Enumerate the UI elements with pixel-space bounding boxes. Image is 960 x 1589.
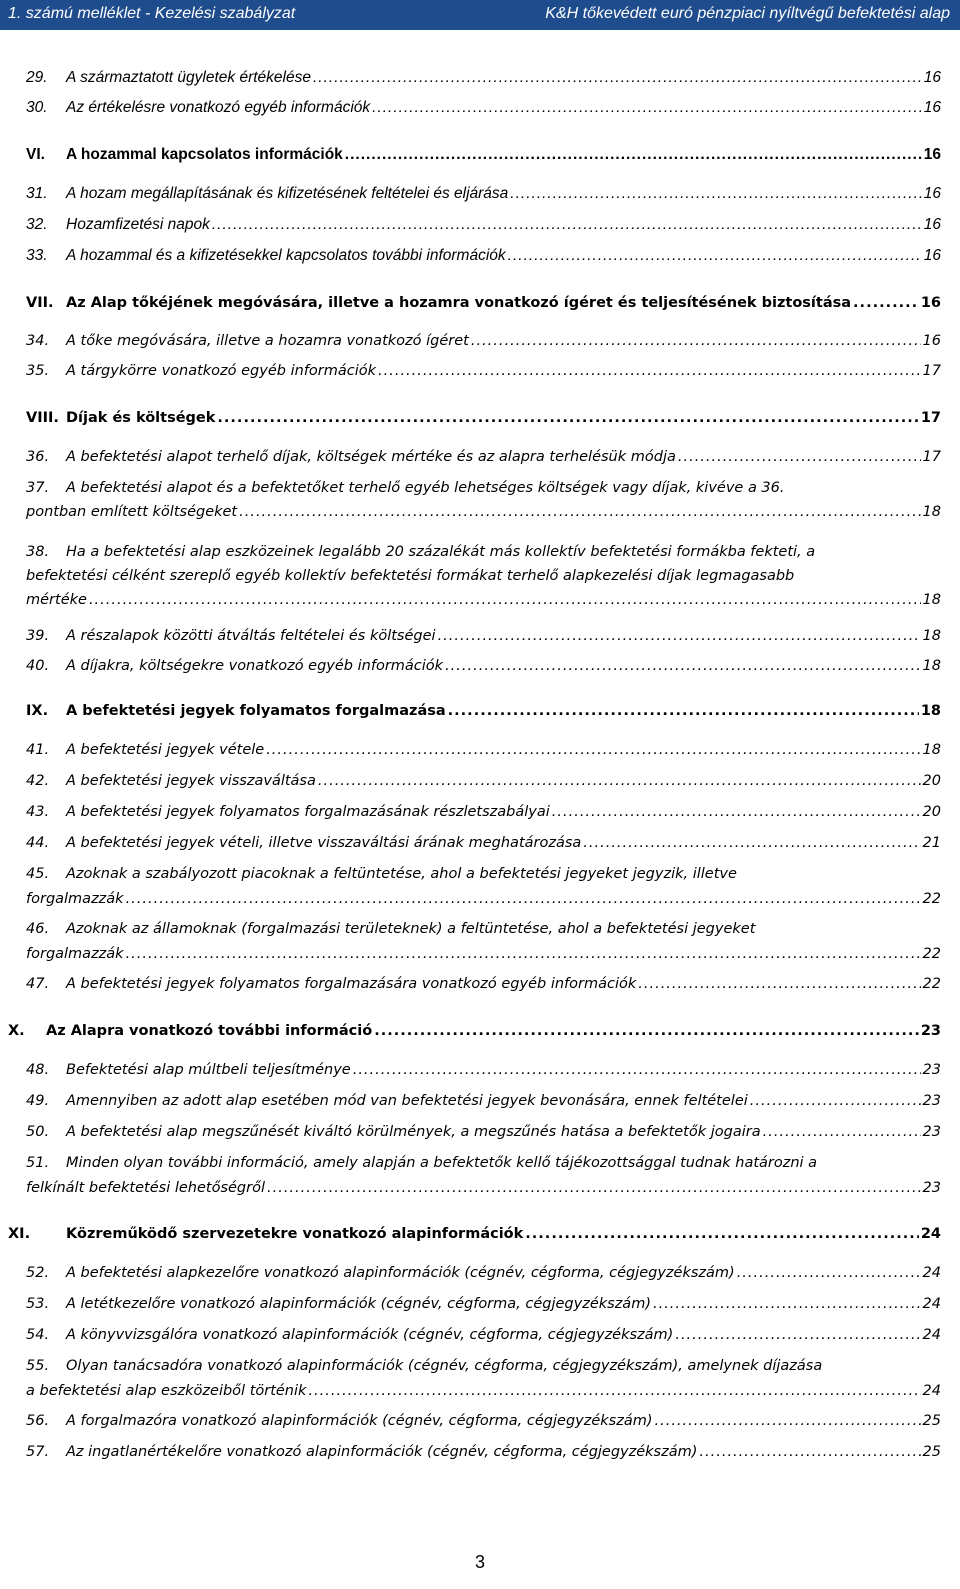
toc-entry-45-continuation[interactable]	[26, 887, 941, 911]
toc-entry-title: Befektetési alap múltbeli teljesítménye	[66, 1062, 351, 1078]
toc-dot-leader	[699, 1440, 920, 1464]
toc-section-number: XI.	[8, 1226, 31, 1242]
toc-entry-number: 51.	[26, 1155, 50, 1171]
toc-entry-53[interactable]	[26, 1292, 941, 1316]
toc-page-number: 25	[922, 1413, 941, 1429]
toc-entry-51-continuation[interactable]	[26, 1176, 941, 1200]
toc-entry-title: A befektetési alapot és a befektetőket terhelő egyéb lehetséges költségek vagy díjak, kivéve a 36.	[66, 480, 785, 496]
toc-entry-title: Az értékelésre vonatkozó egyéb információk	[66, 99, 371, 116]
toc-section-IX[interactable]	[26, 699, 941, 723]
toc-page-number: 17	[922, 449, 941, 465]
toc-section-title: Közreműködő szervezetekre vonatkozó alapinformációk	[66, 1226, 524, 1242]
toc-page-number: 23	[922, 1180, 941, 1196]
toc-dot-leader	[675, 1323, 920, 1347]
toc-entry-title: A befektetési alap megszűnését kiváltó körülmények, a megszűnés hatása a befektetők jogaira	[66, 1124, 761, 1140]
toc-entry-title: A befektetési jegyek vétele	[66, 742, 265, 758]
toc-entry-36[interactable]	[26, 445, 941, 469]
toc-entry-title-continuation: forgalmazzák	[26, 946, 124, 962]
toc-dot-leader	[217, 406, 918, 430]
toc-page-number: 16	[923, 247, 941, 264]
toc-entry-39[interactable]	[26, 624, 941, 648]
toc-entry-title-continuation: felkínált befektetési lehetőségről	[26, 1180, 265, 1196]
toc-page-number: 25	[922, 1444, 941, 1460]
toc-entry-number: 29.	[26, 69, 48, 86]
toc-entry-title: A tárgykörre vonatkozó egyéb információk	[66, 363, 377, 379]
toc-page-number: 23	[922, 1062, 941, 1078]
toc-entry-title: Az ingatlanértékelőre vonatkozó alapinformációk (cégnév, cégforma, cégjegyzékszám)	[66, 1444, 698, 1460]
toc-entry-33[interactable]	[26, 244, 941, 268]
toc-entry-title: A forgalmazóra vonatkozó alapinformációk (cégnév, cégforma, cégjegyzékszám)	[66, 1413, 653, 1429]
toc-entry-49[interactable]	[26, 1089, 941, 1113]
toc-dot-leader	[212, 213, 922, 237]
toc-dot-leader	[448, 699, 919, 723]
toc-entry-number: 52.	[26, 1265, 50, 1281]
toc-entry-title-continuation: forgalmazzák	[26, 891, 124, 907]
toc-entry-45[interactable]	[26, 862, 941, 886]
toc-entry-43[interactable]	[26, 800, 941, 824]
toc-entry-number: 40.	[26, 658, 50, 674]
toc-dot-leader	[678, 445, 921, 469]
toc-entry-number: 43.	[26, 804, 50, 820]
toc-entry-30[interactable]	[26, 96, 941, 120]
page-header	[0, 0, 960, 30]
toc-dot-leader	[508, 244, 922, 268]
toc-dot-leader	[353, 1058, 921, 1082]
toc-entry-title: A befektetési jegyek folyamatos forgalmazásának részletszabályai	[66, 804, 550, 820]
toc-entry-title: A részalapok közötti átváltás feltételei és költségei	[66, 628, 436, 644]
toc-dot-leader	[525, 1222, 919, 1246]
toc-page-number: 16	[923, 146, 941, 163]
toc-page-number: 24	[922, 1327, 941, 1343]
toc-page-number: 18	[922, 658, 941, 674]
toc-page-number: 18	[922, 592, 941, 608]
toc-page-number: 23	[922, 1124, 941, 1140]
toc-entry-number: 45.	[26, 866, 50, 882]
toc-entry-29[interactable]	[26, 66, 941, 90]
toc-dot-leader	[445, 654, 920, 678]
toc-section-title: Az Alapra vonatkozó további információ	[46, 1023, 373, 1039]
toc-dot-leader	[378, 359, 921, 383]
toc-section-title: Az Alap tőkéjének megóvására, illetve a hozamra vonatkozó ígéret és teljesítésének biztosítása	[66, 295, 852, 311]
toc-page-number: 18	[922, 628, 941, 644]
toc-entry-number: 32.	[26, 216, 48, 233]
toc-entry-number: 42.	[26, 773, 50, 789]
toc-entry-title: A befektetési jegyek vételi, illetve visszaváltási árának meghatározása	[66, 835, 582, 851]
toc-dot-leader	[313, 66, 922, 90]
toc-dot-leader	[89, 588, 921, 612]
toc-entry-52[interactable]	[26, 1261, 941, 1285]
toc-entry-title: Azoknak a szabályozott piacoknak a feltüntetése, ahol a befektetési jegyeket jegyzik, illetve	[66, 866, 737, 882]
toc-entry-number: 44.	[26, 835, 50, 851]
toc-page-number: 21	[922, 835, 941, 851]
toc-entry-number: 30.	[26, 99, 48, 116]
toc-entry-number: 53.	[26, 1296, 50, 1312]
toc-entry-number: 38.	[26, 544, 50, 560]
toc-entry-title: Azoknak az államoknak (forgalmazási területeknek) a feltüntetése, ahol a befektetési jegyeket	[66, 921, 756, 937]
toc-entry-title-continuation: a befektetési alap eszközeiből történik	[26, 1383, 307, 1399]
toc-entry-title: A díjakra, költségekre vonatkozó egyéb információk	[66, 658, 444, 674]
toc-section-X[interactable]	[8, 1019, 941, 1043]
toc-entry-title-continuation: pontban említett költségeket	[26, 504, 238, 520]
toc-entry-number: 47.	[26, 976, 50, 992]
toc-entry-title: Minden olyan további információ, amely alapján a befektetők kellő tájékozottsággal tudnak határozni a	[66, 1155, 818, 1171]
header-left-title: 1. számú melléklet - Kezelési szabályzat	[8, 5, 296, 22]
toc-page-number: 24	[922, 1265, 941, 1281]
toc-entry-number: 36.	[26, 449, 50, 465]
toc-dot-leader	[471, 329, 921, 353]
toc-page-number: 23	[922, 1093, 941, 1109]
toc-page-number: 24	[922, 1296, 941, 1312]
page-footer-number: 3	[474, 1552, 485, 1572]
toc-entry-title: A befektetési jegyek folyamatos forgalmazására vonatkozó egyéb információk	[66, 976, 637, 992]
toc-section-title: A befektetési jegyek folyamatos forgalmazása	[66, 703, 446, 719]
toc-entry-title: A befektetési alapkezelőre vonatkozó alapinformációk (cégnév, cégforma, cégjegyzékszám)	[66, 1265, 735, 1281]
toc-entry-37[interactable]	[26, 476, 941, 500]
toc-section-VIII[interactable]	[26, 406, 941, 430]
toc-entry-title: Amennyiben az adott alap esetében mód van befektetési jegyek bevonására, ennek feltételei	[66, 1093, 748, 1109]
toc-entry-number: 48.	[26, 1062, 50, 1078]
toc-entry-number: 35.	[26, 363, 50, 379]
toc-section-title: Díjak és költségek	[66, 410, 216, 426]
toc-page-number: 18	[922, 742, 941, 758]
toc-entry-number: 49.	[26, 1093, 50, 1109]
toc-section-number: VI.	[26, 146, 45, 163]
toc-dot-leader	[374, 1019, 919, 1043]
toc-entry-title-continuation: befektetési célként szereplő egyéb kollektív befektetési formákat terhelő alapkezelési díjak legmagasabb	[26, 568, 795, 584]
toc-page-number: 22	[922, 976, 941, 992]
toc-page-number: 16	[923, 69, 941, 86]
toc-entry-46-continuation[interactable]	[26, 942, 941, 966]
toc-entry-number: 33.	[26, 247, 48, 264]
toc-dot-leader	[267, 1176, 921, 1200]
toc-entry-47[interactable]	[26, 972, 941, 996]
toc-entry-number: 34.	[26, 333, 50, 349]
toc-entry-32[interactable]	[26, 213, 941, 237]
toc-page-number: 18	[922, 504, 941, 520]
toc-entry-title: A könyvvizsgálóra vonatkozó alapinformációk (cégnév, cégforma, cégjegyzékszám)	[66, 1327, 674, 1343]
toc-section-VII[interactable]	[26, 291, 941, 315]
toc-entry-number: 41.	[26, 742, 50, 758]
toc-entry-number: 57.	[26, 1444, 50, 1460]
toc-entry-title-continuation: mértéke	[26, 592, 87, 608]
toc-entry-number: 54.	[26, 1327, 50, 1343]
toc-entry-55-continuation[interactable]	[26, 1379, 941, 1403]
toc-dot-leader	[737, 1261, 921, 1285]
toc-section-number: VII.	[26, 295, 54, 311]
toc-dot-leader	[655, 1409, 921, 1433]
toc-entry-38[interactable]	[26, 540, 941, 564]
toc-entry-title: Olyan tanácsadóra vonatkozó alapinformációk (cégnév, cégforma, cégjegyzékszám), amelynek díjazása	[66, 1358, 823, 1374]
toc-dot-leader	[638, 972, 920, 996]
toc-entry-number: 56.	[26, 1413, 50, 1429]
toc-dot-leader	[853, 291, 919, 315]
toc-entry-35[interactable]	[26, 359, 941, 383]
toc-entry-57[interactable]	[26, 1440, 941, 1464]
toc-page-number: 24	[922, 1383, 941, 1399]
toc-page-number: 20	[922, 804, 941, 820]
toc-dot-leader	[308, 1379, 920, 1403]
toc-section-VI[interactable]	[26, 143, 941, 167]
toc-page-number: 23	[920, 1023, 941, 1039]
toc-entry-50[interactable]	[26, 1120, 941, 1144]
toc-entry-title: Ha a befektetési alap eszközeinek legalább 20 százalékát más kollektív befektetési formákba fekteti, a	[66, 544, 816, 560]
toc-entry-31[interactable]	[26, 182, 941, 206]
toc-page-number: 20	[922, 773, 941, 789]
toc-dot-leader	[763, 1120, 921, 1144]
toc-dot-leader	[345, 143, 922, 167]
toc-page-number: 24	[920, 1226, 941, 1242]
toc-dot-leader	[318, 769, 921, 793]
toc-dot-leader	[552, 800, 921, 824]
toc-section-number: IX.	[26, 703, 49, 719]
toc-entry-title: A származtatott ügyletek értékelése	[66, 69, 311, 86]
toc-dot-leader	[126, 887, 921, 911]
toc-section-number: VIII.	[26, 410, 59, 426]
toc-entry-56[interactable]	[26, 1409, 941, 1433]
toc-entry-55[interactable]	[26, 1354, 941, 1378]
toc-entry-title: A befektetési alapot terhelő díjak, költségek mértéke és az alapra terhelésük módja	[66, 449, 676, 465]
toc-page-number: 16	[923, 216, 941, 233]
toc-dot-leader	[372, 96, 922, 120]
toc-entry-42[interactable]	[26, 769, 941, 793]
toc-entry-41[interactable]	[26, 738, 941, 762]
toc-dot-leader	[126, 942, 921, 966]
toc-entry-38-continuation-2[interactable]	[26, 588, 941, 612]
toc-dot-leader	[438, 624, 921, 648]
toc-page-number: 17	[922, 363, 941, 379]
toc-page-number: 22	[922, 946, 941, 962]
toc-page-number: 16	[923, 185, 941, 202]
toc-entry-54[interactable]	[26, 1323, 941, 1347]
toc-entry-number: 31.	[26, 185, 48, 202]
toc-entry-title: A hozam megállapításának és kifizetésének feltételei és eljárása	[66, 185, 509, 202]
toc-dot-leader	[239, 500, 920, 524]
toc-entry-37-continuation[interactable]	[26, 500, 941, 524]
toc-entry-40[interactable]	[26, 654, 941, 678]
toc-page-number: 18	[920, 703, 941, 719]
toc-entry-number: 39.	[26, 628, 50, 644]
toc-entry-48[interactable]	[26, 1058, 941, 1082]
toc-entry-title: A tőke megóvására, illetve a hozamra vonatkozó ígéret	[66, 333, 469, 349]
toc-entry-number: 55.	[26, 1358, 50, 1374]
toc-entry-title: A hozammal és a kifizetésekkel kapcsolatos további információk	[66, 247, 506, 264]
toc-section-XI[interactable]	[8, 1222, 941, 1246]
toc-page-number: 17	[920, 410, 941, 426]
toc-entry-38-continuation-1[interactable]	[26, 564, 941, 588]
toc-entry-number: 50.	[26, 1124, 50, 1140]
toc-entry-34[interactable]	[26, 329, 941, 353]
toc-page-number: 16	[922, 333, 941, 349]
toc-entry-44[interactable]	[26, 831, 941, 855]
toc-entry-51[interactable]	[26, 1151, 941, 1175]
toc-entry-number: 46.	[26, 921, 50, 937]
toc-entry-title: A letétkezelőre vonatkozó alapinformációk (cégnév, cégforma, cégjegyzékszám)	[66, 1296, 651, 1312]
toc-section-number: X.	[8, 1023, 25, 1039]
toc-page-number: 22	[922, 891, 941, 907]
toc-entry-46[interactable]	[26, 917, 941, 941]
toc-page-number: 16	[920, 295, 941, 311]
toc-entry-number: 37.	[26, 480, 50, 496]
toc-dot-leader	[266, 738, 920, 762]
toc-page-number: 16	[923, 99, 941, 116]
toc-dot-leader	[750, 1089, 921, 1113]
toc-dot-leader	[583, 831, 920, 855]
toc-section-title: A hozammal kapcsolatos információk	[66, 146, 343, 163]
toc-dot-leader	[653, 1292, 921, 1316]
toc-entry-title: Hozamfizetési napok	[66, 216, 210, 233]
toc-dot-leader	[510, 182, 921, 206]
toc-entry-title: A befektetési jegyek visszaváltása	[66, 773, 316, 789]
header-right-title: K&H tőkevédett euró pénzpiaci nyíltvégű befektetési alap	[545, 5, 950, 22]
